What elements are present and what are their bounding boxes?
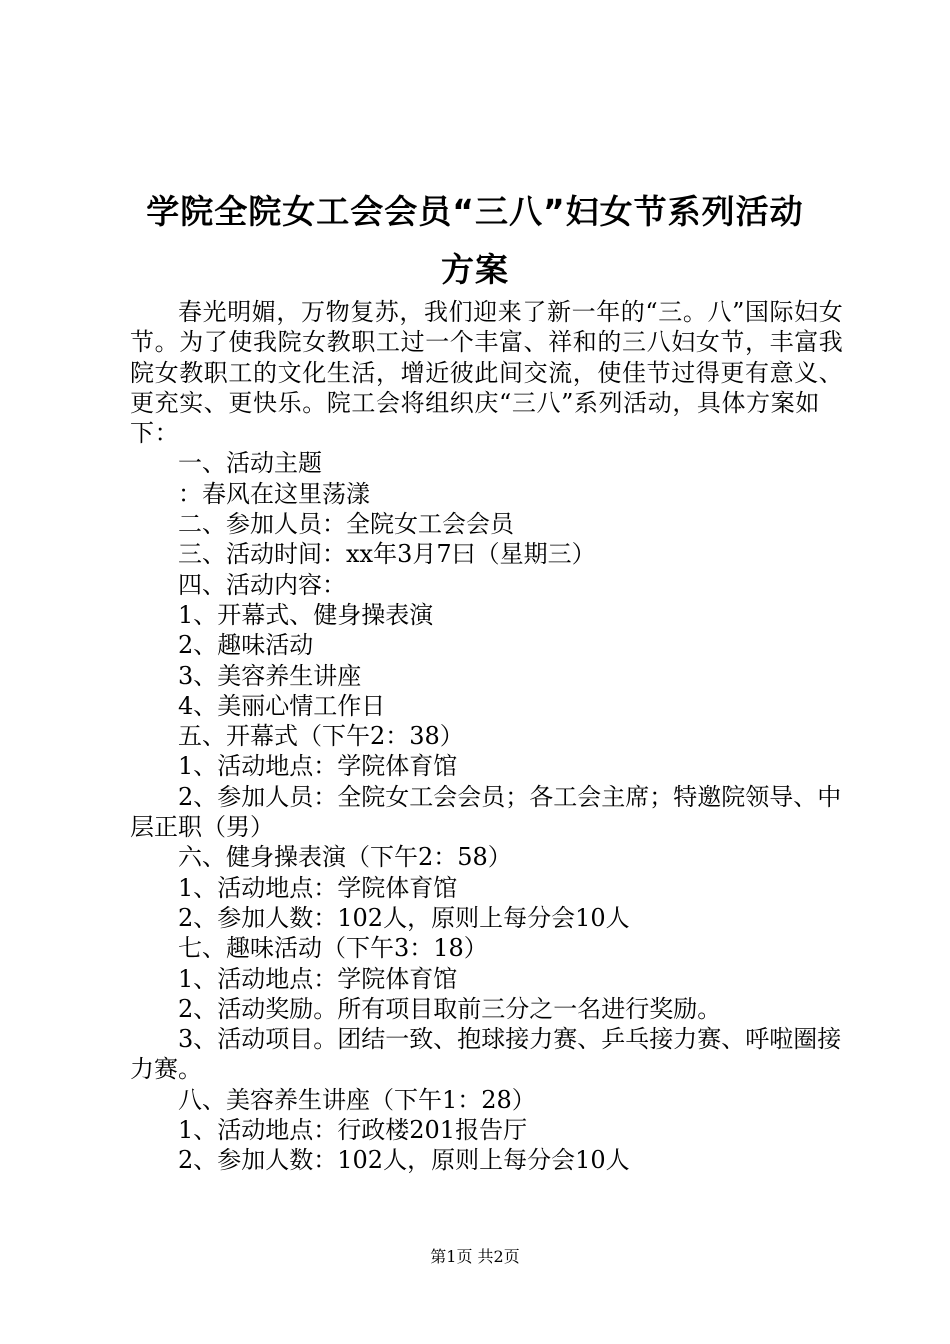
section-heading-lecture: 八、美容养生讲座（下午1：28） xyxy=(178,1085,536,1114)
detail-item: 2、参加人数：102人，原则上每分会10人 xyxy=(178,1146,630,1175)
intro-paragraph: 春光明媚，万物复苏，我们迎来了新一年的“三。八”国际妇女节。为了使我院女教职工过一个丰富、祥和的三八妇女节，丰富我院女教职工的文化生活，增近彼此间交流，使佳节过得更有意义、更充实、更快乐。院工会将组织庆“三八”系列活动，具体方案如下： xyxy=(130,298,844,448)
section-heading-fitness: 六、健身操表演（下午2：58） xyxy=(178,843,512,872)
section-heading-content: 四、活动内容： xyxy=(178,570,346,599)
detail-item: 2、参加人员：全院女工会会员；各工会主席；特邀院领导、中层正职（男） xyxy=(130,782,842,842)
section-heading-opening: 五、开幕式（下午2：38） xyxy=(178,722,464,751)
detail-item: 1、活动地点：行政楼201报告厅 xyxy=(178,1116,528,1145)
detail-item: 2、参加人数：102人，原则上每分会10人 xyxy=(178,903,630,932)
detail-item: 1、活动地点：学院体育馆 xyxy=(178,873,458,902)
content-item: 4、美丽心情工作日 xyxy=(178,691,386,720)
detail-item: 2、活动奖励。所有项目取前三分之一名进行奖励。 xyxy=(178,994,722,1023)
section-heading-theme: 一、活动主题 xyxy=(178,449,322,478)
page-footer: 第1页 共2页 xyxy=(430,1247,520,1266)
content-item: 3、美容养生讲座 xyxy=(178,661,362,690)
content-item: 1、开幕式、健身操表演 xyxy=(178,600,434,629)
content-item: 2、趣味活动 xyxy=(178,631,314,660)
detail-item: 1、活动地点：学院体育馆 xyxy=(178,752,458,781)
theme-text: ：春风在这里荡漾 xyxy=(178,479,370,508)
section-heading-participants: 二、参加人员：全院女工会会员 xyxy=(178,510,514,539)
detail-item: 3、活动项目。团结一致、抱球接力赛、乒乓接力赛、呼啦圈接力赛。 xyxy=(130,1025,842,1084)
document-body xyxy=(130,297,850,1176)
detail-item: 1、活动地点：学院体育馆 xyxy=(178,964,458,993)
document-title-line-1: 学院全院女工会会员“三八”妇女节系列活动 xyxy=(146,192,804,231)
section-heading-fun-activities: 七、趣味活动（下午3：18） xyxy=(178,934,488,963)
document-title-line-2: 方案 xyxy=(441,250,509,289)
section-heading-time: 三、活动时间：xx年3月7曰（星期三） xyxy=(178,540,596,569)
